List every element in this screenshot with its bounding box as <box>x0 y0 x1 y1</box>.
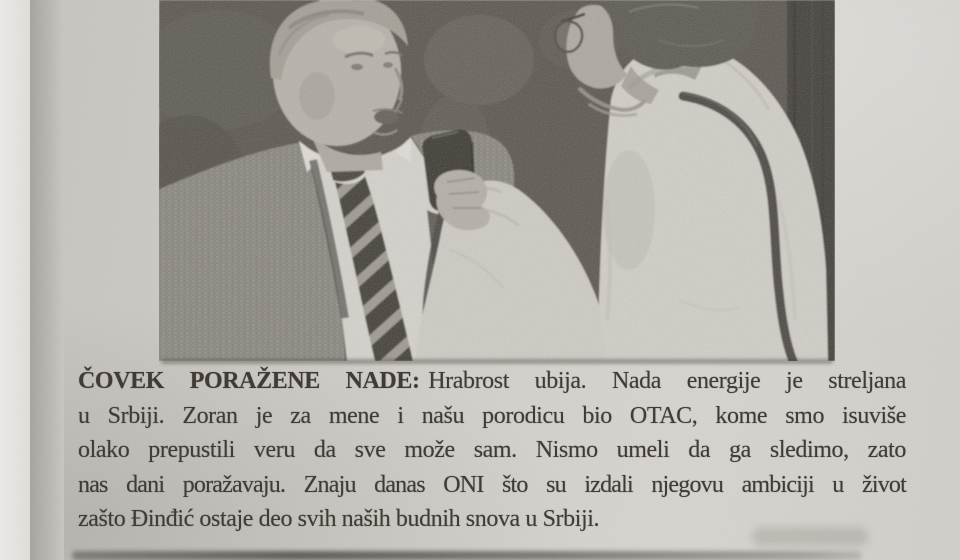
caption-line-5: zašto Đinđić ostaje deo svih naših budnih snova u Srbiji. <box>78 506 600 533</box>
caption-line-4: nas dani poražavaju. Znaju danas ONI što su izdali njegovu ambiciji u život <box>78 471 906 498</box>
show-through-ghost <box>752 527 868 546</box>
press-photo-illustration <box>159 0 835 361</box>
caption-line-1 <box>78 364 906 399</box>
press-photo-two-men-interview <box>159 0 835 361</box>
photo-grain <box>159 0 835 361</box>
next-line-cutoff <box>72 551 862 560</box>
page-edge-shadow <box>30 0 64 560</box>
caption-bold-lead: ČOVEK PORAŽENE NADE: <box>78 368 420 394</box>
caption-line-1-rest: Hrabrost ubija. Nada energije je streljana <box>428 368 906 394</box>
caption-line-3: olako prepustili veru da sve može sam. Nismo umeli da ga sledimo, zato <box>78 437 906 464</box>
caption-line-2: u Srbiji. Zoran je za mene i našu porodicu bio OTAC, kome smo isuviše <box>78 402 906 429</box>
photo-caption <box>78 364 906 537</box>
page-edge-highlight <box>0 0 30 560</box>
